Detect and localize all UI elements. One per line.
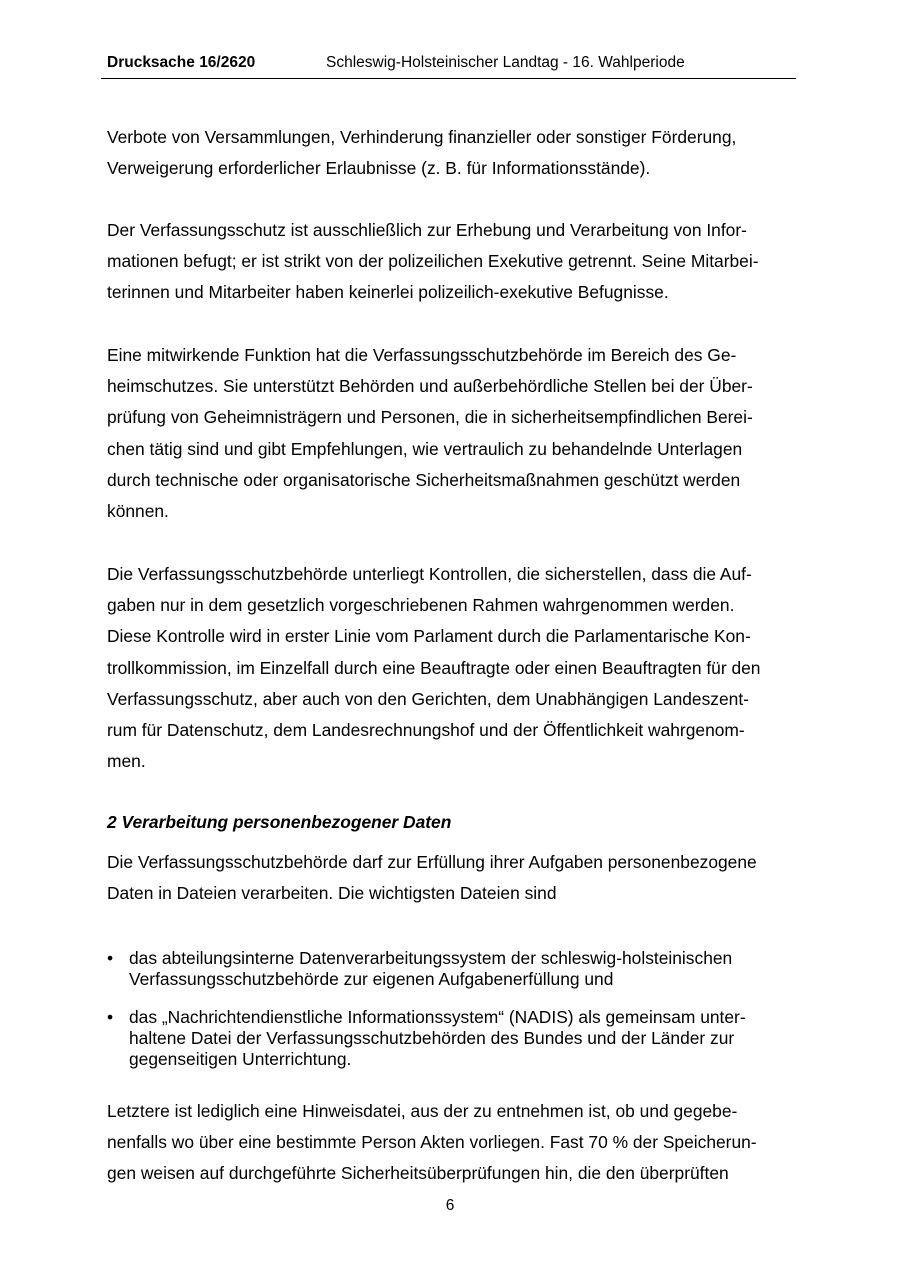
document-number: Drucksache 16/2620 <box>107 54 256 71</box>
section-heading: 2 Verarbeitung personenbezogener Daten <box>107 812 452 832</box>
text-line: nenfalls wo über eine bestimmte Person Akten vorliegen. Fast 70 % der Speicherun- <box>107 1132 757 1153</box>
paragraph-6 <box>107 1096 797 1190</box>
text-line: Diese Kontrolle wird in erster Linie vom Parlament durch die Parlamentarische Kon- <box>107 626 751 647</box>
text-line: das abteilungsinterne Datenverarbeitungssystem der schleswig-holsteinischen <box>129 948 733 968</box>
text-line: Verfassungsschutzbehörde zur eigenen Aufgabenerfüllung und <box>129 969 614 989</box>
bullet-list <box>107 948 797 1087</box>
text-line: können. <box>107 501 169 522</box>
text-line: heimschutzes. Sie unterstützt Behörden und außerbehördliche Stellen bei der Über- <box>107 376 753 397</box>
text-line: men. <box>107 751 146 772</box>
list-item <box>107 948 797 990</box>
text-line: gen weisen auf durchgeführte Sicherheitsüberprüfungen hin, die den überprüften <box>107 1163 729 1184</box>
list-item <box>107 1007 797 1070</box>
text-line: durch technische oder organisatorische Sicherheitsmaßnahmen geschützt werden <box>107 469 741 490</box>
text-line: rum für Datenschutz, dem Landesrechnungshof und der Öffentlichkeit wahrgenom- <box>107 720 745 741</box>
text-line: Die Verfassungsschutzbehörde unterliegt Kontrollen, die sicherstellen, dass die Auf- <box>107 564 752 584</box>
paragraph-2 <box>107 215 797 309</box>
text-line: Der Verfassungsschutz ist ausschließlich zur Erhebung und Verarbeitung von Infor- <box>107 220 747 240</box>
text-line: Verweigerung erforderlicher Erlaubnisse (z. B. für Informationsstände). <box>107 158 651 179</box>
bullet-icon: • <box>107 1007 114 1027</box>
text-line: haltene Datei der Verfassungsschutzbehörden des Bundes und der Länder zur <box>129 1028 735 1048</box>
bullet-icon: • <box>107 948 114 968</box>
text-line: das „Nachrichtendienstliche Informationssystem“ (NADIS) als gemeinsam unter- <box>129 1007 746 1027</box>
text-line: Daten in Dateien verarbeiten. Die wichtigsten Dateien sind <box>107 883 557 904</box>
text-line: prüfung von Geheimnisträgern und Personen, die in sicherheitsempfindlichen Berei- <box>107 407 753 428</box>
text-line: gaben nur in dem gesetzlich vorgeschriebenen Rahmen wahrgenommen werden. <box>107 595 735 616</box>
paragraph-5 <box>107 847 797 909</box>
paragraph-3 <box>107 340 797 527</box>
text-line: gegenseitigen Unterrichtung. <box>129 1049 352 1069</box>
page-header <box>101 52 796 79</box>
text-line: Letztere ist lediglich eine Hinweisdatei, aus der zu entnehmen ist, ob und gegebe- <box>107 1101 738 1121</box>
text-line: mationen befugt; er ist strikt von der polizeilichen Exekutive getrennt. Seine Mitarbei- <box>107 251 759 272</box>
text-line: Verbote von Versammlungen, Verhinderung finanzieller oder sonstiger Förderung, <box>107 127 737 147</box>
paragraph-1 <box>107 122 797 184</box>
page-number: 6 <box>445 1197 455 1214</box>
paragraph-4 <box>107 559 797 777</box>
text-line: Eine mitwirkende Funktion hat die Verfassungsschutzbehörde im Bereich des Ge- <box>107 345 737 365</box>
text-line: Die Verfassungsschutzbehörde darf zur Erfüllung ihrer Aufgaben personenbezogene <box>107 852 757 872</box>
text-line: chen tätig sind und gibt Empfehlungen, wie vertraulich zu behandelnde Unterlagen <box>107 438 743 459</box>
text-line: trollkommission, im Einzelfall durch eine Beauftragte oder einen Beauftragten für den <box>107 657 761 678</box>
header-title: Schleswig-Holsteinischer Landtag - 16. Wahlperiode <box>326 54 685 71</box>
text-line: terinnen und Mitarbeiter haben keinerlei polizeilich-exekutive Befugnisse. <box>107 282 669 303</box>
text-line: Verfassungsschutz, aber auch von den Gerichten, dem Unabhängigen Landeszent- <box>107 688 749 709</box>
